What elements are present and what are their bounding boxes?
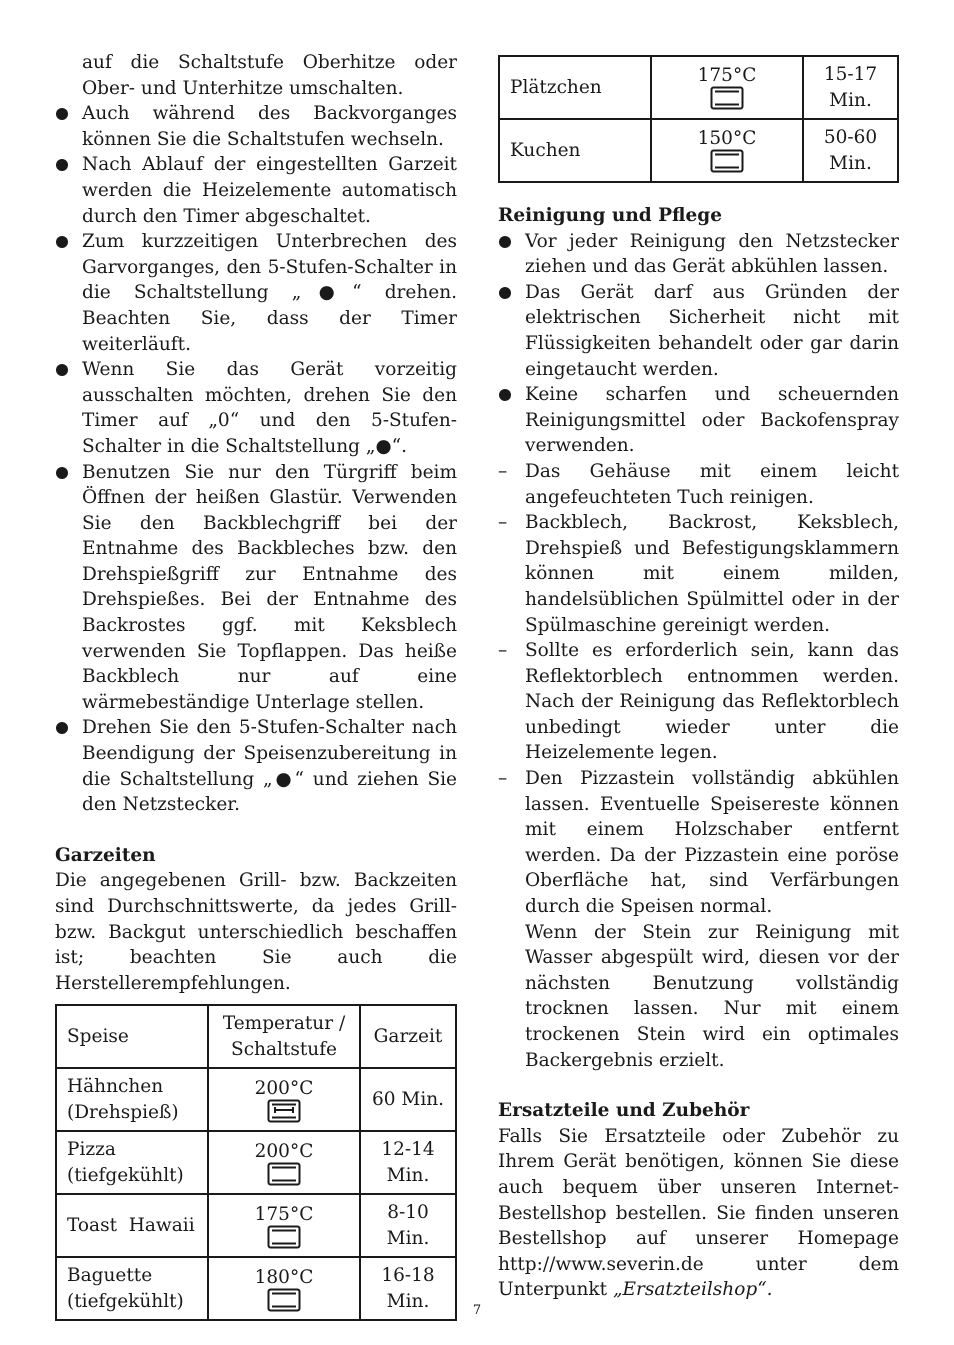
cell-temperatur: 200°C bbox=[208, 1131, 360, 1194]
list-item: Keine scharfen und scheuernden Reinigungsmittel oder Backofenspray verwenden. bbox=[525, 384, 899, 457]
cell-garzeit: 16-18 Min. bbox=[360, 1257, 456, 1320]
cell-temperatur: 180°C bbox=[208, 1257, 360, 1320]
cell-temperatur: 175°C bbox=[208, 1194, 360, 1257]
list-item: Wenn Sie das Gerät vorzeitig ausschalten möchten, drehen Sie den Timer auf „0“ und den 5-Stufen-Schalter in die Schaltstellung „●“. bbox=[82, 359, 457, 457]
dash-marker: – bbox=[498, 512, 508, 534]
list-item: – Sollte es erforderlich sein, kann das Reflektorblech entnommen werden. Nach der Reinigung das Reflektorblech unbedingt wieder unter die Heizelemente legen. bbox=[498, 640, 899, 764]
cell-garzeit: 50-60 Min. bbox=[803, 119, 898, 182]
table-row bbox=[499, 56, 898, 119]
list-item: Drehen Sie den 5-Stufen-Schalter nach Beendigung der Speisenzubereitung in die Schaltstellung „●“ und ziehen Sie den Netzstecker. bbox=[82, 717, 457, 816]
table-row bbox=[56, 1194, 456, 1257]
right-column bbox=[498, 55, 899, 1303]
cell-speise: Baguette (tiefgekühlt) bbox=[56, 1257, 208, 1320]
list-item: – Backblech, Backrost, Keksblech, Drehspieß und Befestigungsklammern können mit einem milden, handelsüblichen Spülmittel oder in der Spülmaschine gereinigt werden. bbox=[498, 512, 899, 636]
dash-marker: – bbox=[498, 768, 508, 790]
cell-temperatur: 150°C bbox=[651, 119, 803, 182]
cell-speise: Toast Hawaii bbox=[56, 1194, 208, 1257]
top-bottom-heat-icon bbox=[710, 149, 744, 173]
usage-bullet-list bbox=[55, 101, 457, 818]
cell-speise: Pizza (tiefgekühlt) bbox=[56, 1131, 208, 1194]
cell-speise: Plätzchen bbox=[499, 56, 651, 119]
cooking-times-table-continued bbox=[498, 55, 899, 183]
top-bottom-heat-icon bbox=[267, 1162, 301, 1186]
list-item: Zum kurzzeitigen Unterbrechen des Garvorganges, den 5-Stufen-Schalter in die Schaltstellung „●“ drehen. Beachten Sie, dass der Timer weiterläuft. bbox=[82, 231, 457, 355]
cell-garzeit: 60 Min. bbox=[360, 1068, 456, 1131]
list-item: Auch während des Backvorganges können Sie die Schaltstufen wechseln. bbox=[82, 103, 457, 150]
cell-speise: Hähnchen (Drehspieß) bbox=[56, 1068, 208, 1131]
ersatzteilshop-link-text: „Ersatzteilshop“. bbox=[612, 1279, 773, 1301]
list-item: Das Gerät darf aus Gründen der elektrischen Sicherheit nicht mit Flüssigkeiten behandelt oder gar darin eingetaucht werden. bbox=[525, 281, 899, 380]
list-item: – Den Pizzastein vollständig abkühlen lassen. Eventuelle Speisereste können mit einem Holzschaber entfernt werden. Da der Pizzastein eine poröse Oberfläche hat, sind Verfärbungen durch die Speisen normal. bbox=[498, 768, 899, 918]
top-bottom-heat-icon bbox=[267, 1225, 301, 1249]
left-column bbox=[55, 50, 457, 1321]
section-heading-garzeiten: Garzeiten bbox=[55, 844, 156, 866]
ersatzteile-paragraph: Falls Sie Ersatzteile oder Zubehör zu Ihrem Gerät benötigen, können Sie diese auch bequem über unseren Internet-Bestellshop bestellen. Sie finden unseren Bestellshop auf unserer Homepage http://www.severin.de unter dem Unterpunkt „Ersatzteilshop“. bbox=[498, 1125, 899, 1301]
top-bottom-heat-icon bbox=[710, 86, 744, 110]
cooking-times-table bbox=[55, 1004, 457, 1321]
table-row bbox=[56, 1068, 456, 1131]
cell-speise: Kuchen bbox=[499, 119, 651, 182]
cell-garzeit: 8-10 Min. bbox=[360, 1194, 456, 1257]
header-speise: Speise bbox=[56, 1005, 208, 1068]
list-item: Nach Ablauf der eingestellten Garzeit werden die Heizelemente automatisch durch den Timer abgeschaltet. bbox=[82, 154, 457, 227]
list-item: Benutzen Sie nur den Türgriff beim Öffnen der heißen Glastür. Verwenden Sie den Backblechgriff bei der Entnahme des Backbleches bzw. den Drehspießgriff zur Entnahme des Drehspießes. Bei der Entnahme des Backrostes ggf. mit Keksblech verwenden Sie Topflappen. Das heiße Backblech nur auf eine wärmebeständige Unterlage stellen. bbox=[82, 461, 457, 713]
cell-garzeit: 12-14 Min. bbox=[360, 1131, 456, 1194]
list-item: – Das Gehäuse mit einem leicht angefeuchteten Tuch reinigen. bbox=[498, 460, 899, 508]
cell-temperatur: 175°C bbox=[651, 56, 803, 119]
table-row bbox=[499, 119, 898, 182]
section-heading-reinigung: Reinigung und Pflege bbox=[498, 205, 722, 226]
rotisserie-heat-icon bbox=[267, 1099, 301, 1123]
cleaning-bullet-list bbox=[498, 229, 899, 920]
header-garzeit: Garzeit bbox=[360, 1005, 456, 1068]
table-row bbox=[56, 1131, 456, 1194]
dash-marker: – bbox=[498, 640, 508, 662]
list-item: Vor jeder Reinigung den Netzstecker ziehen und das Gerät abkühlen lassen. bbox=[525, 230, 899, 278]
header-temperatur: Temperatur / Schaltstufe bbox=[208, 1005, 360, 1068]
cell-temperatur: 200°C bbox=[208, 1068, 360, 1131]
cell-garzeit: 15-17 Min. bbox=[803, 56, 898, 119]
section-heading-ersatzteile: Ersatzteile und Zubehör bbox=[498, 1100, 750, 1122]
dash-marker: – bbox=[498, 460, 508, 482]
pizzastein-continuation: Wenn der Stein zur Reinigung mit Wasser abgespült wird, diesen vor der nächsten Benutzung vollständig trocknen lassen. Nur mit einem trockenen Stein wird ein optimales Backergebnis erzielt. bbox=[525, 921, 899, 1071]
intro-continuation: auf die Schaltstufe Oberhitze oder Ober- und Unterhitze umschalten. bbox=[82, 52, 457, 99]
page-number: 7 bbox=[472, 1303, 482, 1318]
garzeiten-paragraph: Die angegebenen Grill- bzw. Backzeiten sind Durchschnittswerte, da jedes Grill- bzw. Backgut unterschiedlich beschaffen ist; beachten Sie auch die Herstellerempfehlungen. bbox=[55, 870, 457, 994]
table-header-row bbox=[56, 1005, 456, 1068]
